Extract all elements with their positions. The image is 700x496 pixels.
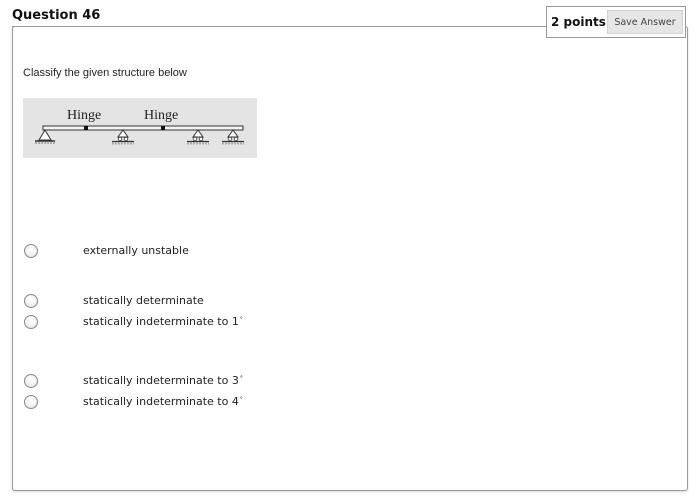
roller-support-3 [222,130,244,144]
save-answer-button[interactable]: Save Answer [607,10,683,34]
option-radio-statically-determinate[interactable] [24,294,38,308]
option-label-externally-unstable: externally unstable [83,244,189,257]
question-prompt: Classify the given structure below [23,67,187,79]
option-label-indeterminate-4: statically indeterminate to 4° [83,395,243,408]
option-label-statically-determinate: statically determinate [83,294,204,307]
question-title: Question 46 [12,8,101,23]
beam-diagram [23,98,257,158]
structure-figure [23,98,257,158]
option-radio-indeterminate-1[interactable] [24,315,38,329]
points-box [546,6,686,38]
roller-support-1 [112,130,134,144]
pin-support [35,130,55,143]
option-radio-externally-unstable[interactable] [24,244,38,258]
option-label-indeterminate-3: statically indeterminate to 3° [83,374,243,387]
hinge-marker-1 [84,126,88,130]
option-label-indeterminate-1: statically indeterminate to 1° [83,315,243,328]
option-radio-indeterminate-4[interactable] [24,395,38,409]
hinge-marker-2 [161,126,165,130]
option-radio-indeterminate-3[interactable] [24,374,38,388]
question-panel [12,26,688,491]
points-label: 2 points [551,15,606,29]
hinge-label-2: Hinge [144,108,179,123]
hinge-label-1: Hinge [67,108,102,123]
roller-support-2 [187,130,209,144]
